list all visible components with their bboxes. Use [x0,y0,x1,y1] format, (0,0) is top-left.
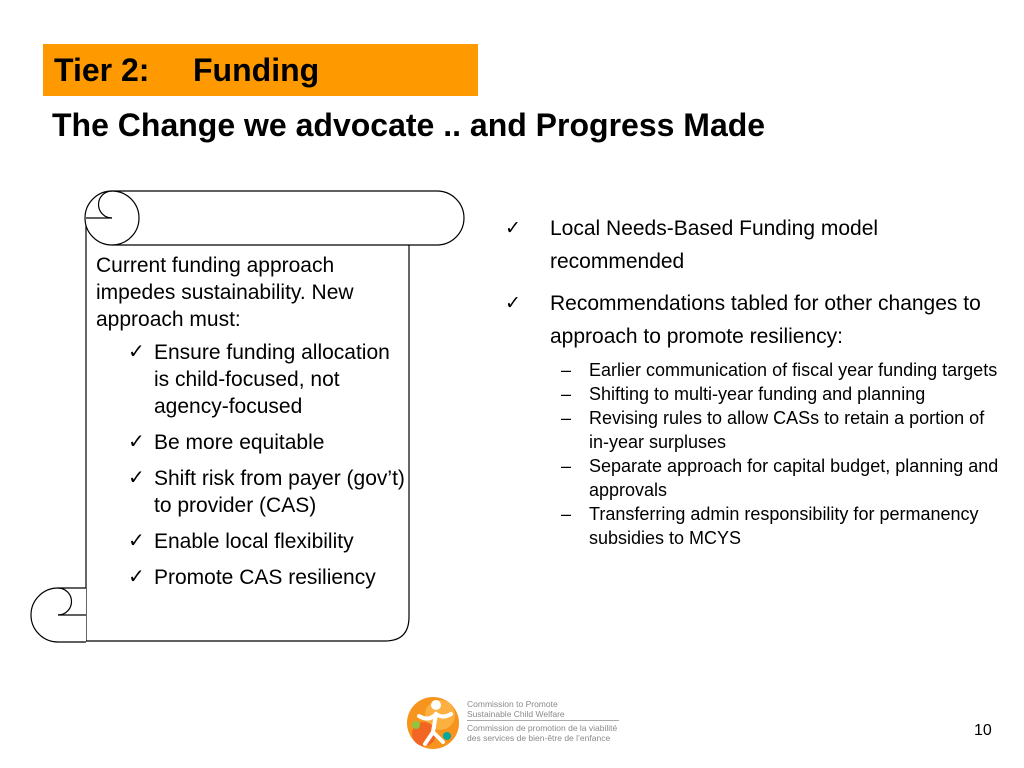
progress-bullet [500,287,1000,353]
logo-divider [467,720,619,721]
list-item-text: Promote CAS resiliency [154,566,376,589]
sub-list [500,358,1000,550]
list-item [96,528,406,555]
dash-icon: – [561,408,572,428]
sub-item [500,406,1000,454]
sub-item [500,382,1000,406]
topic-label: Funding [193,52,320,88]
sub-item-text: Revising rules to allow CASs to retain a portion of in-year surpluses [589,408,985,452]
list-item [96,465,406,519]
sub-item-text: Transferring admin responsibility for permanency subsidies to MCYS [589,504,979,548]
sub-item-text: Separate approach for capital budget, planning and approvals [589,456,999,500]
tier-label: Tier 2: [54,52,150,88]
dash-icon: – [561,456,572,476]
page-number: 10 [974,722,992,739]
progress-section [500,212,1000,550]
sub-item [500,358,1000,382]
slide-subtitle: The Change we advocate .. and Progress Made [52,107,766,143]
check-mark-icon: ✓ [505,218,521,239]
logo-line: Commission de promotion de la viabilité [467,723,618,733]
progress-bullet [500,212,1000,278]
check-mark-icon: ✓ [128,341,145,363]
list-item-text: Enable local flexibility [154,530,354,553]
logo-line: Commission to Promote [467,699,558,709]
list-item [96,339,406,420]
list-item [96,429,406,456]
check-mark-icon: ✓ [128,431,145,453]
requirements-list [96,339,406,591]
check-mark-icon: ✓ [128,530,145,552]
progress-bullet-text: Local Needs-Based Funding model recommended [550,217,879,273]
list-item-text: Be more equitable [154,431,325,454]
sub-item [500,454,1000,502]
logo-line: Sustainable Child Welfare [467,709,565,719]
dash-icon: – [561,360,572,380]
progress-bullet-text: Recommendations tabled for other changes to approach to promote resiliency: [550,292,981,348]
list-item [96,564,406,591]
sub-item-text: Earlier communication of fiscal year funding targets [589,360,998,380]
scroll-intro: Current funding approach impedes sustainability. New approach must: [96,254,354,331]
logo-line: des services de bien-être de l’enfance [467,733,611,743]
logo-text [467,699,627,743]
scroll-content [96,252,406,600]
check-mark-icon: ✓ [128,566,145,588]
check-mark-icon: ✓ [128,467,145,489]
dash-icon: – [561,384,572,404]
sub-item [500,502,1000,550]
check-mark-icon: ✓ [505,293,521,314]
sub-item-text: Shifting to multi-year funding and planning [589,384,926,404]
list-item-text: Shift risk from payer (gov’t) to provider (CAS) [154,467,405,517]
dash-icon: – [561,504,572,524]
list-item-text: Ensure funding allocation is child-focused, not agency-focused [154,341,390,418]
